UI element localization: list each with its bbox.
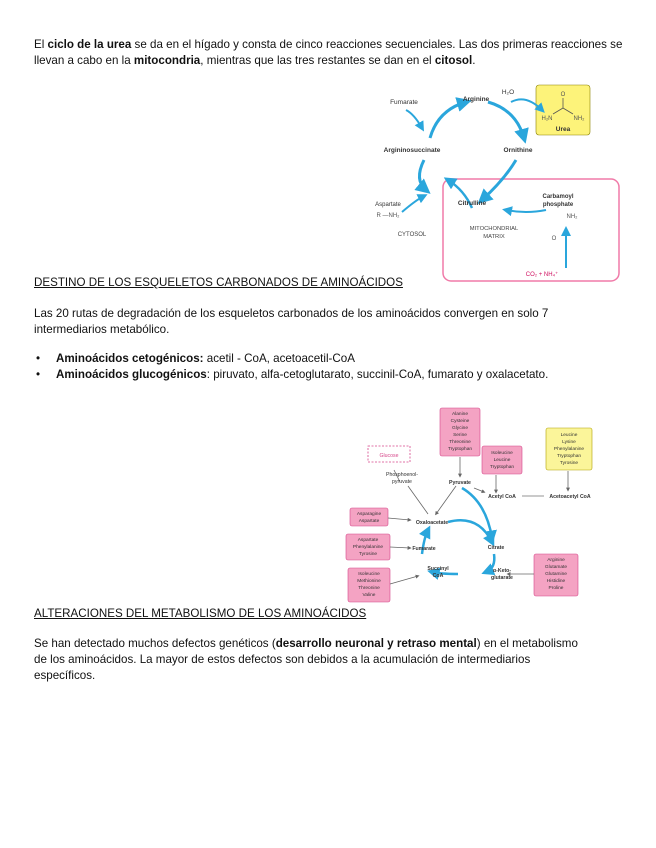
- term-mitochondria: mitocondria: [133, 54, 201, 67]
- text-run: .: [472, 54, 476, 67]
- label-arginine: Arginine: [462, 96, 490, 103]
- arrow-fumarate: [406, 110, 422, 128]
- label-mitochondrial: MITOCHONDRIAL: [469, 226, 519, 232]
- label-acetyl-coa: Acetyl CoA: [488, 494, 516, 500]
- aa-tryptophan: Tryptophan: [447, 447, 473, 452]
- arrow-arginine-ornithine: [488, 102, 524, 138]
- label-urea-o: O: [560, 92, 566, 98]
- text-run: Se han detectado muchos defectos genéticos (: [34, 637, 276, 650]
- text-run: ) en el metabolismo de los aminoácidos. La mayor de estos defectos son debidos a la acumulación de intermediarios específicos.: [34, 637, 578, 682]
- label-pyruvate-suffix: pyruvate: [392, 479, 412, 485]
- label-glucose: Glucose: [379, 453, 399, 459]
- section-heading-carbon-skeletons: DESTINO DE LOS ESQUELETOS CARBONADOS DE AMINOÁCIDOS: [34, 276, 403, 289]
- term-neuronal-development: desarrollo neuronal y retraso mental: [275, 637, 477, 650]
- label-citrulline: Citrulline: [457, 200, 487, 207]
- aa-alanine: Alanine: [451, 412, 469, 417]
- aa-tyrosine: Tyrosine: [559, 461, 579, 466]
- aa-methionine: Methionine: [357, 579, 381, 584]
- aa-histidine: Histidine: [546, 579, 566, 584]
- label-aspartate: Aspartate: [375, 202, 401, 208]
- aa-cysteine: Cysteine: [450, 419, 470, 424]
- amino-acid-degradation-figure: [336, 402, 606, 606]
- label-oxaloacetate: Oxaloacetate: [415, 520, 449, 526]
- label-fumarate: Fumarate: [390, 99, 418, 106]
- label-urea-nh2: NH₂: [573, 116, 585, 122]
- aa-tryptophan: Tryptophan: [489, 465, 515, 470]
- text-run: se da en el hígado y consta de cinco reacciones secuenciales. Las dos primeras reacciones se llevan a cabo en la: [34, 38, 623, 67]
- aa-lysine: Lysine: [562, 440, 576, 445]
- label-matrix: MATRIX: [483, 234, 505, 240]
- label-carbamoyl: Carbamoyl: [542, 194, 574, 200]
- aa-threonine: Threonine: [449, 440, 471, 445]
- section2-paragraph: [34, 636, 594, 684]
- section-heading-metabolism-alterations: ALTERACIONES DEL METABOLISMO DE LOS AMINOÁCIDOS: [34, 607, 367, 620]
- bullet-list: [34, 351, 634, 383]
- label-alpha-keto: α-Keto-: [492, 568, 512, 574]
- label-h2o: H₂O: [501, 89, 515, 96]
- term-glucogenic: Aminoácidos glucogénicos: [56, 368, 207, 381]
- aa-phenylalanine: Phenylalanine: [352, 545, 384, 550]
- arrow-aspartate: [402, 196, 424, 212]
- aa-tyrosine: Tyrosine: [358, 552, 378, 557]
- aa-leucine: Leucine: [560, 433, 578, 438]
- aa-arginine: Arginine: [547, 558, 565, 563]
- label-coa: CoA: [432, 573, 444, 579]
- label-carb-nh2: NH₂: [566, 214, 578, 220]
- aa-valine: Valine: [362, 593, 376, 598]
- section1-paragraph: Las 20 rutas de degradación de los esqueletos carbonados de los aminoácidos convergen en solo 7 intermediarios metabólico.: [34, 307, 549, 336]
- aa-aspartate: Aspartate: [358, 519, 380, 524]
- label-urea-h2n: H₂N: [541, 116, 553, 122]
- label-fumarate: Fumarate: [412, 546, 436, 552]
- list-item: • Aminoácidos cetogénicos: acetil - CoA, acetoacetil-CoA: [36, 352, 355, 365]
- aa-threonine: Threonine: [358, 586, 380, 591]
- label-glutarate: glutarate: [491, 575, 513, 581]
- label-urea: Urea: [555, 126, 571, 133]
- term-cytosol: citosol: [434, 54, 473, 67]
- arrow-citrulline-argsucc: [419, 160, 426, 190]
- label-r-nh2: R —NH₂: [376, 213, 400, 219]
- aa-glutamate: Glutamate: [544, 565, 568, 570]
- term-urea-cycle: ciclo de la urea: [47, 38, 132, 51]
- text-run: : piruvato, alfa-cetoglutarato, succinil-CoA, fumarato y oxalacetato.: [206, 368, 549, 381]
- text-run: , mientras que las tres restantes se dan en el: [200, 54, 435, 67]
- aa-asparagine: Asparagine: [356, 512, 382, 517]
- text-run: El: [34, 38, 48, 51]
- aa-proline: Proline: [548, 586, 564, 591]
- aa-phenylalanine: Phenylalanine: [553, 447, 585, 452]
- label-phosphoenolpyruvate: Phosphoenol-: [385, 472, 419, 478]
- text-run: acetil - CoA, acetoacetil-CoA: [203, 352, 355, 365]
- term-ketogenic: Aminoácidos cetogénicos:: [56, 352, 204, 365]
- label-cytosol: CYTOSOL: [397, 232, 427, 238]
- aa-aspartate: Aspartate: [357, 538, 379, 543]
- list-item: • Aminoácidos glucogénicos: piruvato, alfa-cetoglutarato, succinil-CoA, fumarato y oxalacetato.: [36, 368, 549, 381]
- aa-isoleucine: Isoleucine: [358, 572, 380, 577]
- label-carb-o: O: [551, 236, 557, 242]
- urea-cycle-figure: [366, 80, 626, 284]
- label-pyruvate: Pyruvate: [449, 480, 471, 486]
- label-ornithine: Ornithine: [503, 147, 533, 154]
- label-co2-nh4: CO₂ + NH₄⁺: [525, 272, 559, 278]
- aa-serine: Serine: [453, 433, 467, 438]
- intro-paragraph: [34, 37, 624, 69]
- aa-tryptophan: Tryptophan: [556, 454, 582, 459]
- label-acetoacetyl-coa: Acetoacetyl CoA: [549, 494, 591, 500]
- label-citrate: Citrate: [487, 545, 505, 551]
- label-succinyl: Succinyl: [427, 566, 449, 572]
- aa-isoleucine: Isoleucine: [491, 451, 513, 456]
- arrow-argsucc-arginine: [430, 102, 466, 138]
- aa-leucine: Leucine: [493, 458, 511, 463]
- label-phosphate: phosphate: [542, 202, 574, 208]
- aa-glutamine: Glutamine: [545, 572, 567, 577]
- label-argininosuccinate: Argininosuccinate: [383, 147, 441, 154]
- aa-glycine: Glycine: [452, 426, 468, 431]
